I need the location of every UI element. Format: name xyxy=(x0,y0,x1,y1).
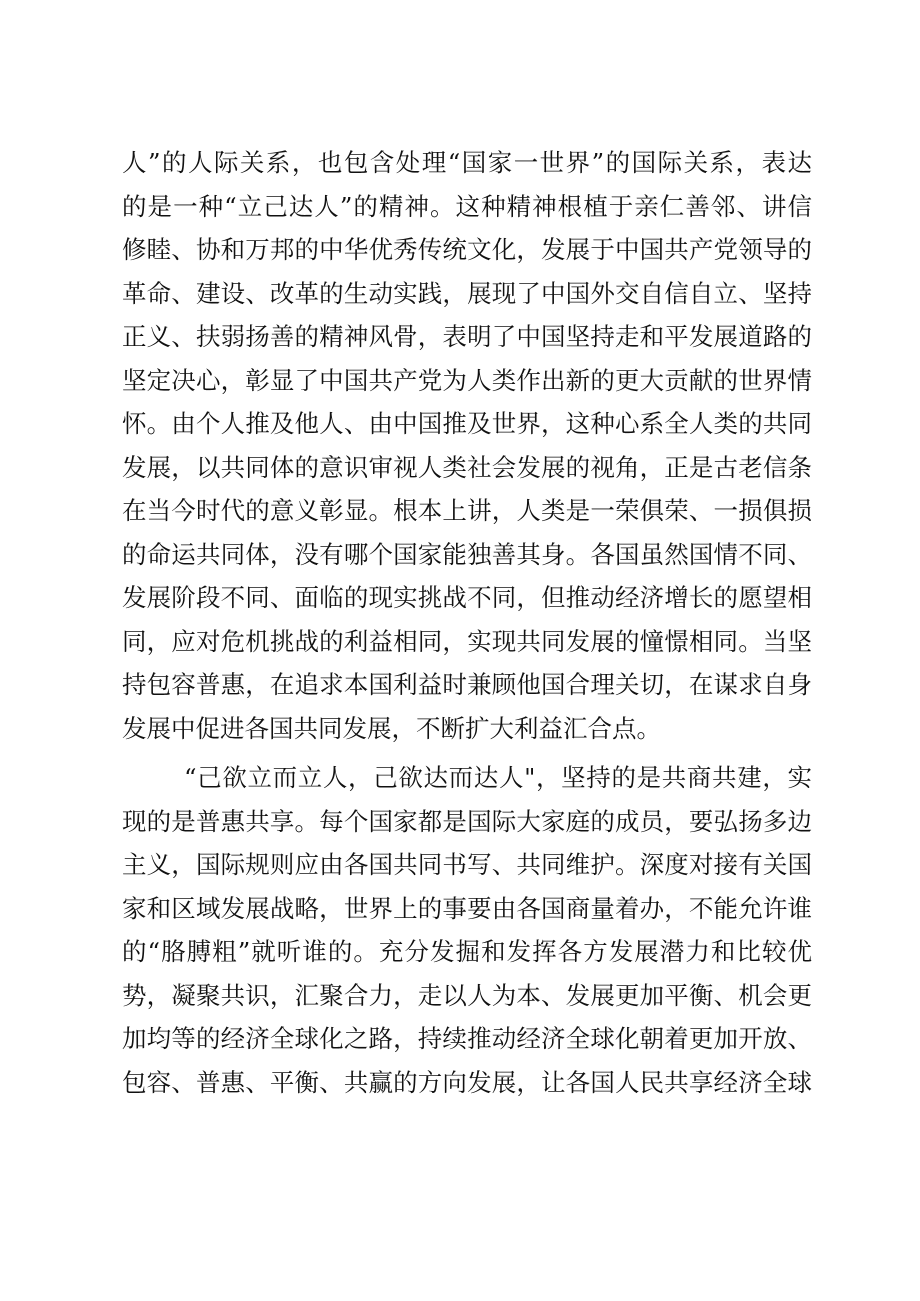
text-line: 加均等的经济全球化之路，持续推动经济全球化朝着更加开放、 xyxy=(122,1024,812,1053)
text-line: 发展阶段不同、面临的现实挑战不同，但推动经济增长的愿望相 xyxy=(122,583,812,612)
text-line: 持包容普惠，在追求本国利益时兼顾他国合理关切，在谋求自身 xyxy=(122,670,812,699)
text-line: 修睦、协和万邦的中华优秀传统文化，发展于中国共产党领导的 xyxy=(122,235,812,264)
text-line: 的是一种“立己达人”的精神。这种精神根植于亲仁善邻、讲信 xyxy=(122,191,812,221)
text-line: 在当今时代的意义彰显。根本上讲，人类是一荣俱荣、一损俱损 xyxy=(122,496,812,525)
text-line: 现的是普惠共享。每个国家都是国际大家庭的成员，要弘扬多边 xyxy=(122,806,812,836)
text-line: 革命、建设、改革的生动实践，展现了中国外交自信自立、坚持 xyxy=(122,278,812,308)
text-line: 包容、普惠、平衡、共赢的方向发展，让各国人民共享经济全球 xyxy=(122,1067,812,1097)
text-line: 同，应对危机挑战的利益相同，实现共同发展的憧憬相同。当坚 xyxy=(122,626,812,656)
text-line: 坚定决心，彰显了中国共产党为人类作出新的更大贡献的世界情 xyxy=(122,365,812,395)
text-line: 发展，以共同体的意识审视人类社会发展的视角，正是古老信条 xyxy=(122,452,812,482)
text-line: 主义，国际规则应由各国共同书写、共同维护。深度对接有关国 xyxy=(122,850,812,879)
paragraph-2 xyxy=(122,756,812,1104)
text-line: 怀。由个人推及他人、由中国推及世界，这种心系全人类的共同 xyxy=(122,409,812,438)
text-line: “己欲立而立人，己欲达而达人"，坚持的是共商共建，实 xyxy=(184,763,812,792)
paragraph-1 xyxy=(122,141,812,750)
text-line: 势，凝聚共识，汇聚合力，走以人为本、发展更加平衡、机会更 xyxy=(122,980,812,1010)
body-text xyxy=(122,141,812,1104)
text-line: 发展中促进各国共同发展，不断扩大利益汇合点。 xyxy=(122,713,661,743)
text-line: 正义、扶弱扬善的精神风骨，表明了中国坚持走和平发展道路的 xyxy=(122,322,812,351)
text-line: 的“胳膊粗”就听谁的。充分发掘和发挥各方发展潜力和比较优 xyxy=(122,937,812,966)
text-line: 人”的人际关系，也包含处理“国家一世界”的国际关系，表达 xyxy=(122,148,812,177)
text-line: 的命运共同体，没有哪个国家能独善其身。各国虽然国情不同、 xyxy=(122,539,812,569)
text-line: 家和区域发展战略，世界上的事要由各国商量着办，不能允许谁 xyxy=(122,893,812,923)
